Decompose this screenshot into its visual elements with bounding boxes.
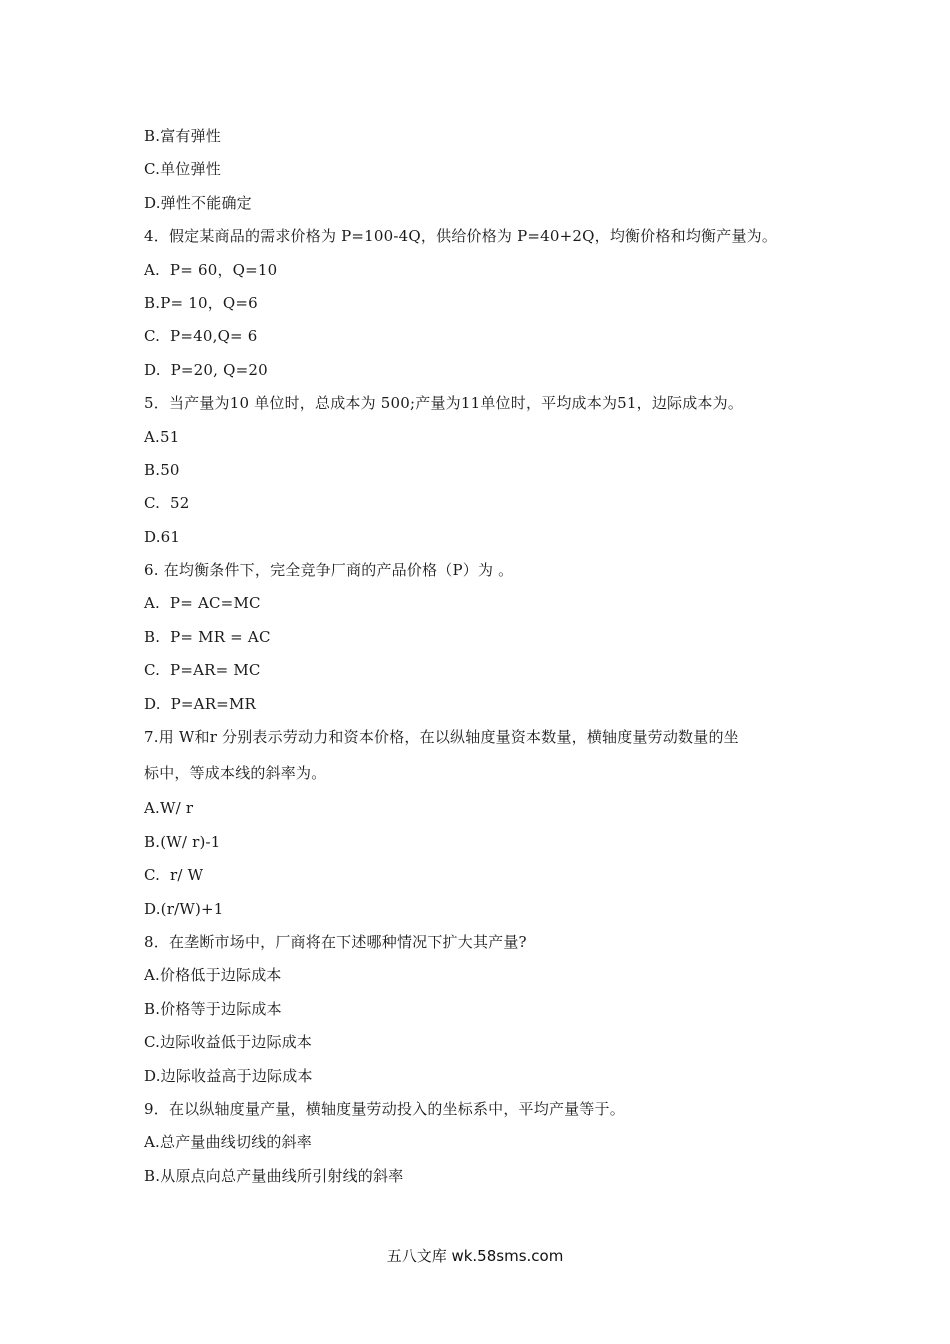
option-line: C. r/ W bbox=[144, 866, 204, 885]
option-line: B.P= 10，Q=6 bbox=[144, 293, 258, 312]
option-line: D. P=AR=MR bbox=[144, 694, 257, 713]
option-line: C.边际收益低于边际成本 bbox=[144, 1033, 313, 1052]
option-line: D.边际收益高于边际成本 bbox=[144, 1066, 313, 1085]
question-line: 6. 在均衡条件下，完全竞争厂商的产品价格（P）为 。 bbox=[144, 561, 514, 580]
option-line: A.价格低于边际成本 bbox=[144, 966, 282, 985]
option-line: D.弹性不能确定 bbox=[144, 193, 252, 212]
option-line: A. P= 60，Q=10 bbox=[144, 260, 278, 279]
question-line: 7.用 W和r 分别表示劳动力和资本价格，在以纵轴度量资本数量，横轴度量劳动数量的坐 bbox=[144, 728, 739, 747]
option-line: B. P= MR = AC bbox=[144, 627, 271, 646]
question-line: 5．当产量为10 单位时，总成本为 500;产量为11单位时，平均成本为51，边际成本为。 bbox=[144, 394, 744, 413]
option-line: D.(r/W)+1 bbox=[144, 899, 224, 918]
footer-watermark: 五八文库 wk.58sms.com bbox=[386, 1247, 564, 1265]
option-line: B.50 bbox=[144, 460, 180, 479]
option-line: C.单位弹性 bbox=[144, 160, 221, 179]
option-line: C. P=AR= MC bbox=[144, 661, 261, 680]
option-line: A.51 bbox=[144, 427, 180, 446]
question-text-block bbox=[144, 120, 824, 1193]
option-line: A. P= AC=MC bbox=[144, 594, 261, 613]
option-line: A.W/ r bbox=[144, 799, 194, 818]
option-line: C. P=40,Q= 6 bbox=[144, 327, 258, 346]
question-line: 9．在以纵轴度量产量，横轴度量劳动投入的坐标系中，平均产量等于。 bbox=[144, 1099, 625, 1118]
option-line: B.(W/ r)-1 bbox=[144, 832, 221, 851]
question-line: 8．在垄断市场中，厂商将在下述哪种情况下扩大其产量? bbox=[144, 932, 527, 951]
option-line: B.富有弹性 bbox=[144, 127, 221, 145]
option-line: C. 52 bbox=[144, 494, 190, 513]
option-line: B.价格等于边际成本 bbox=[144, 999, 282, 1018]
option-line: D. P=20, Q=20 bbox=[144, 360, 268, 379]
question-line-continued: 标中，等成本线的斜率为。 bbox=[144, 764, 327, 783]
option-line: B.从原点向总产量曲线所引射线的斜率 bbox=[144, 1166, 404, 1185]
question-line: 4．假定某商品的需求价格为 P=100-4Q，供给价格为 P=40+2Q，均衡价格和均衡产量为。 bbox=[144, 227, 778, 246]
option-line: D.61 bbox=[144, 527, 181, 546]
option-line: A.总产量曲线切线的斜率 bbox=[144, 1133, 313, 1152]
